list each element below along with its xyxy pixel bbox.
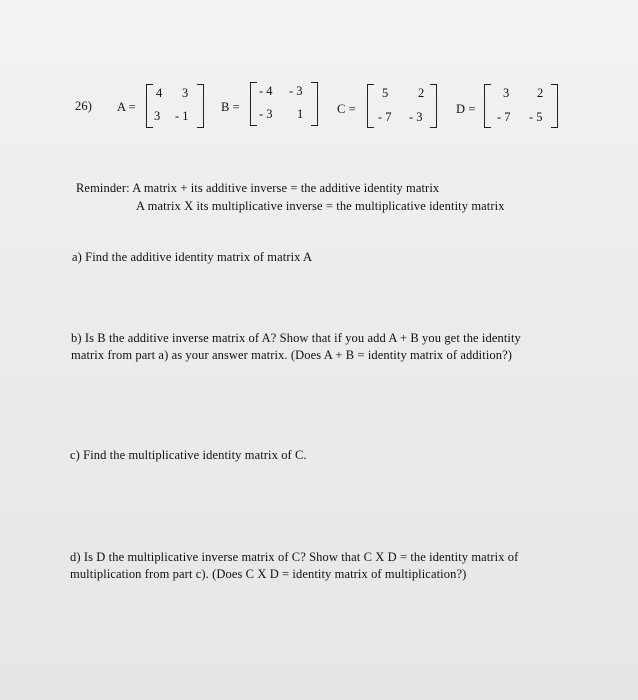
question-b-line-1: b) Is B the additive inverse matrix of A? Show that if you add A + B you get the identity xyxy=(71,331,521,345)
bracket-corner xyxy=(147,127,153,128)
matrix-b-r2c2: 1 xyxy=(297,107,304,121)
matrix-a-r2c2: - 1 xyxy=(175,109,189,123)
matrix-c-r1c1: 5 xyxy=(382,86,389,100)
question-a: a) Find the additive identity matrix of matrix A xyxy=(72,250,313,264)
question-d-line-2: multiplication from part c). (Does C X D = identity matrix of multiplication?) xyxy=(70,567,467,581)
bracket-corner xyxy=(430,84,436,85)
bracket-corner xyxy=(551,127,557,128)
bracket-corner xyxy=(485,84,491,85)
matrix-d-r1c1: 3 xyxy=(503,86,510,100)
matrix-d-r2c1: - 7 xyxy=(497,110,511,124)
bracket-corner xyxy=(368,127,374,128)
matrix-b-r1c2: - 3 xyxy=(289,84,303,98)
question-b-line-2: matrix from part a) as your answer matrix. (Does A + B = identity matrix of addition?) xyxy=(71,348,512,362)
question-c: c) Find the multiplicative identity matrix of C. xyxy=(70,448,307,462)
matrix-b-r2c1: - 3 xyxy=(259,107,273,121)
bracket-corner xyxy=(311,125,317,126)
matrix-b-label: B = xyxy=(221,100,240,114)
matrix-d-r2c2: - 5 xyxy=(529,110,543,124)
question-d-line-1: d) Is D the multiplicative inverse matrix of C? Show that C X D = the identity matrix of xyxy=(70,550,519,564)
problem-number: 26) xyxy=(75,99,92,113)
bracket-corner xyxy=(251,82,257,83)
matrix-c-r2c1: - 7 xyxy=(378,110,392,124)
bracket-corner xyxy=(197,84,203,85)
reminder-line-2: A matrix X its multiplicative inverse = the multiplicative identity matrix xyxy=(136,199,505,213)
matrix-d-r1c2: 2 xyxy=(537,86,544,100)
bracket-corner xyxy=(485,127,491,128)
reminder-line-1: Reminder: A matrix + its additive inverse = the additive identity matrix xyxy=(76,181,440,195)
matrix-b xyxy=(250,82,318,126)
bracket-corner xyxy=(251,125,257,126)
matrix-a xyxy=(146,84,204,128)
bracket-corner xyxy=(430,127,436,128)
matrix-a-label: A = xyxy=(117,100,136,114)
matrix-c-r2c2: - 3 xyxy=(409,110,423,124)
matrix-d-label: D = xyxy=(456,102,476,116)
bracket-corner xyxy=(551,84,557,85)
matrix-c-label: C = xyxy=(337,102,356,116)
matrix-d xyxy=(484,84,558,128)
matrix-a-r1c1: 4 xyxy=(156,86,163,100)
bracket-corner xyxy=(197,127,203,128)
matrix-a-r2c1: 3 xyxy=(154,109,161,123)
matrix-c-r1c2: 2 xyxy=(418,86,425,100)
bracket-corner xyxy=(147,84,153,85)
bracket-corner xyxy=(368,84,374,85)
matrix-b-r1c1: - 4 xyxy=(259,84,273,98)
bracket-corner xyxy=(311,82,317,83)
matrix-a-r1c2: 3 xyxy=(182,86,189,100)
matrix-c xyxy=(367,84,437,128)
